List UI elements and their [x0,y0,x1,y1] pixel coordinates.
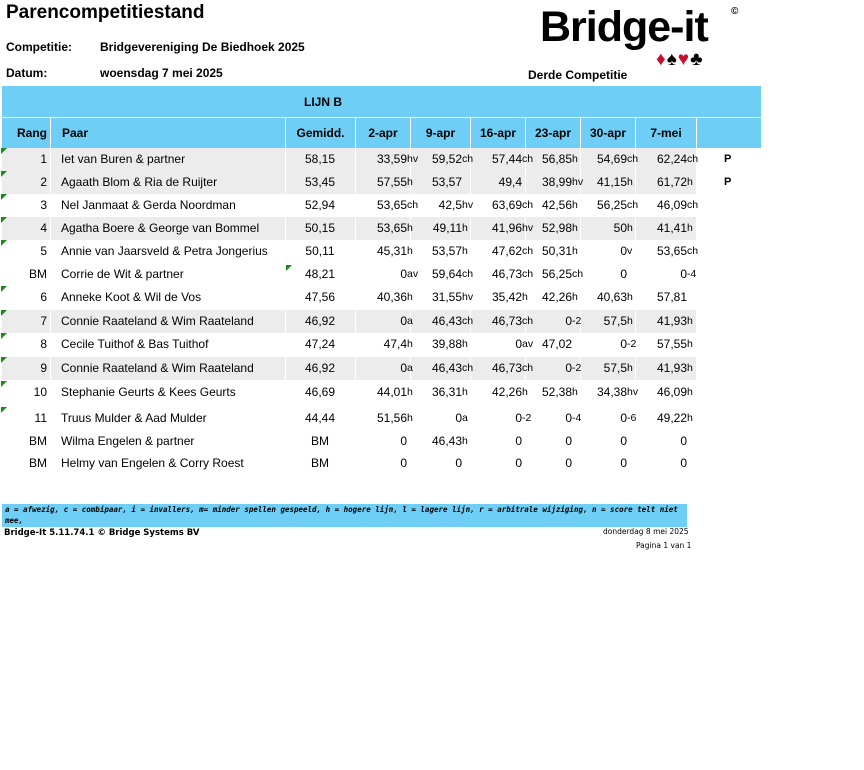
score-cell: 0 [620,267,627,281]
score-suffix: h [687,362,693,374]
rank-cell: 2 [40,175,47,189]
score-cell: 0 [400,314,407,328]
column-header-date: 9-apr [410,118,470,148]
score-cell: 0 [565,361,572,375]
score-suffix: ch [407,199,419,211]
score-cell: 52,38 [541,385,572,399]
pair-name-cell: Agaath Blom & Ria de Ruijter [61,175,218,189]
score-suffix: h [572,386,578,398]
score-cell: 63,69 [491,198,522,212]
score-cell: 31,55 [431,290,462,304]
score-cell: 40,63 [596,290,627,304]
column-header-date: 7-mei [635,118,696,148]
score-cell: 0 [515,411,522,425]
average-cell: 48,21 [304,267,336,281]
score-cell: 0 [565,456,572,470]
score-cell: 56,25 [596,198,627,212]
score-cell: 57,55 [656,337,687,351]
bridge-it-logo [540,4,750,70]
score-cell: 41,15 [596,175,627,189]
score-suffix: h [572,222,578,234]
score-cell: 46,73 [491,361,522,375]
rank-cell: 3 [40,198,47,212]
score-cell: 59,52 [431,152,462,166]
legend-line: a = afwezig, c = combipaar, i = invallers, m= minder spellen gespeeld, h = hogere lijn, l = lagere lijn, r = arbitrale wijziging, n = score telt niet mee, [5,505,678,525]
score-cell: 0 [515,337,522,351]
score-suffix: h [462,386,468,398]
score-cell: 47,4 [383,337,407,351]
score-suffix: ch [462,268,474,280]
average-cell: 50,11 [305,244,335,258]
score-cell: 41,93 [656,314,687,328]
table-row [2,194,699,217]
rank-cell: 7 [40,314,47,328]
score-suffix: h [572,291,578,303]
score-suffix: -4 [687,268,697,280]
table-row [2,148,699,171]
score-suffix: ch [522,199,534,211]
average-cell: 58,15 [304,152,336,166]
score-cell: 46,43 [431,361,462,375]
score-cell: 57,44 [491,152,522,166]
score-suffix: a [407,362,413,374]
score-cell: 35,42 [491,290,522,304]
pair-name-cell: Anneke Koot & Wil de Vos [61,290,202,304]
line-label: LIJN B [304,95,343,109]
score-cell: 53,65 [656,244,687,258]
score-cell: 45,31 [376,244,407,258]
comment-flag-icon [286,265,292,271]
footer-date: donderdag 8 mei 2025 [603,527,689,536]
score-cell: 44,01 [376,385,407,399]
score-cell: 0 [565,411,572,425]
score-suffix: h [407,291,413,303]
score-cell: 0 [515,456,522,470]
card-suits-icon [656,50,704,70]
score-suffix: av [407,268,419,280]
average-cell: 44,44 [304,411,336,425]
rank-cell: 5 [40,244,47,258]
score-suffix: h [687,176,693,188]
pair-name-cell: Cecile Tuithof & Bas Tuithof [61,337,209,351]
score-suffix: -6 [627,412,637,424]
score-cell: 49,4 [498,175,522,189]
score-suffix: ch [522,362,534,374]
score-suffix: h [687,412,693,424]
table-row [2,240,699,263]
rank-cell: BM [29,267,47,281]
score-cell: 0 [455,411,462,425]
score-suffix: ch [627,199,639,211]
date-label: Datum: [6,66,48,80]
footer-version: Bridge-It 5.11.74.1 © Bridge Systems BV [4,528,200,538]
table-row [2,407,696,430]
score-cell: 0 [620,244,627,258]
table-row [2,452,696,475]
score-suffix: -2 [522,412,532,424]
score-suffix: -2 [572,362,582,374]
score-suffix: h [687,338,693,350]
p-marker: P [724,153,732,165]
score-cell: 46,43 [431,314,462,328]
average-cell: 47,56 [304,290,336,304]
legend-line [5,526,684,527]
column-header-date: 2-apr [355,118,410,148]
score-suffix: hv [462,291,474,303]
comment-flag-icon [1,217,7,223]
score-suffix: h [462,222,468,234]
score-cell: 42,26 [541,290,572,304]
score-cell: 0 [565,434,572,448]
column-header-date: 30-apr [580,118,635,148]
score-cell: 0 [400,267,407,281]
spade-icon: ♠ [666,49,678,70]
score-cell: 56,85 [541,152,572,166]
rank-cell: 6 [40,290,47,304]
table-row [2,430,696,453]
score-cell: 0 [620,411,627,425]
score-suffix: h [407,386,413,398]
score-suffix: h [687,222,693,234]
score-suffix: -2 [627,338,637,350]
score-suffix: ch [522,315,534,327]
table-row [2,286,696,309]
score-suffix: h [407,222,413,234]
rank-cell: 9 [40,361,47,375]
average-cell: BM [311,456,329,470]
score-suffix: h [462,435,468,447]
score-suffix: h [627,291,633,303]
column-header-date: 23-apr [525,118,580,148]
score-cell: 41,96 [491,221,522,235]
rank-cell: 10 [33,385,47,399]
comment-flag-icon [1,381,7,387]
score-cell: 0 [400,434,407,448]
average-cell: 46,92 [304,361,336,375]
competition-name: Derde Competitie [528,68,628,82]
score-suffix: h [407,412,413,424]
average-cell: 53,45 [304,175,336,189]
column-header-rang: Rang [2,118,50,148]
score-cell: 50 [613,221,627,235]
average-cell: 46,69 [304,385,336,399]
rank-cell: 11 [34,411,47,425]
score-suffix: h [407,338,413,350]
date-value: woensdag 7 mei 2025 [100,66,223,80]
pair-name-cell: Iet van Buren & partner [61,152,186,166]
score-cell: 42,26 [491,385,522,399]
score-suffix: h [572,153,578,165]
column-separator [50,217,51,240]
rank-cell: 4 [40,221,47,235]
score-cell: 42,56 [541,198,572,212]
comment-flag-icon [1,310,7,316]
score-suffix: ch [572,268,584,280]
rank-cell: BM [29,434,47,448]
score-cell: 0 [680,434,687,448]
score-cell: 0 [455,456,462,470]
logo-text: Bridge-it [540,3,708,51]
score-cell: 0 [400,456,407,470]
score-cell: 42,5 [438,198,462,212]
score-suffix: h [462,338,468,350]
score-suffix: ch [522,245,534,257]
rank-cell: 1 [40,152,47,166]
pair-name-cell: Corrie de Wit & partner [61,267,184,281]
column-header-date: 16-apr [470,118,525,148]
score-cell: 53,65 [376,221,407,235]
average-cell: 50,15 [304,221,336,235]
score-suffix: hv [627,386,639,398]
score-suffix: hv [462,199,474,211]
table-row [2,333,696,356]
score-cell: 53,57 [431,175,462,189]
score-cell: 0 [565,314,572,328]
page-title: Parencompetitiestand [6,2,205,23]
score-suffix: ch [687,245,699,257]
score-cell: 34,38 [596,385,627,399]
score-cell: 0 [620,456,627,470]
score-suffix: -4 [572,412,582,424]
average-cell: BM [311,434,329,448]
diamond-icon: ♦ [656,49,667,70]
comment-flag-icon [1,194,7,200]
pair-name-cell: Truus Mulder & Aad Mulder [61,411,207,425]
score-cell: 53,57 [431,244,462,258]
pair-name-cell: Nel Janmaat & Gerda Noordman [61,198,236,212]
score-cell: 59,64 [431,267,462,281]
score-cell: 57,5 [603,361,627,375]
score-cell: 46,09 [656,198,687,212]
score-cell: 46,73 [491,314,522,328]
p-marker: P [724,176,732,188]
score-suffix: h [572,199,578,211]
line-header [2,86,761,117]
score-cell: 57,81 [656,290,687,304]
table-row [2,217,696,240]
table-row [2,310,696,333]
score-suffix: v [627,245,633,257]
score-cell: 47,62 [491,244,522,258]
column-separator [50,357,51,380]
score-cell: 50,31 [541,244,572,258]
pair-name-cell: Wilma Engelen & partner [61,434,195,448]
score-cell: 38,99 [541,175,572,189]
score-suffix: -2 [572,315,582,327]
score-suffix: h [627,362,633,374]
score-cell: 36,31 [431,385,462,399]
pair-name-cell: Annie van Jaarsveld & Petra Jongerius [61,244,268,258]
score-suffix: a [462,412,468,424]
pair-name-cell: Stephanie Geurts & Kees Geurts [61,385,236,399]
score-cell: 49,11 [432,221,462,235]
score-cell: 33,59 [376,152,407,166]
competition-value: Bridgevereniging De Biedhoek 2025 [100,40,305,54]
column-separator [50,171,51,194]
score-suffix: ch [462,362,474,374]
competition-label: Competitie: [6,40,72,54]
score-cell: 0 [515,434,522,448]
score-suffix: h [522,291,528,303]
score-cell: 46,43 [431,434,462,448]
logo-copyright: © [731,6,739,17]
heart-icon: ♥ [677,49,691,70]
table-row [2,357,696,380]
score-suffix: hv [572,176,584,188]
column-header-gemidd: Gemidd. [285,118,355,148]
score-cell: 57,55 [376,175,407,189]
score-suffix: a [407,315,413,327]
score-cell: 53,65 [376,198,407,212]
score-suffix: ch [522,268,534,280]
score-suffix: av [522,338,534,350]
score-suffix: hv [407,153,419,165]
score-suffix: h [407,245,413,257]
rank-cell: BM [29,456,47,470]
score-cell: 41,41 [656,221,687,235]
score-cell: 46,09 [656,385,687,399]
pair-name-cell: Agatha Boere & George van Bommel [61,221,260,235]
club-icon: ♣ [690,49,704,70]
score-suffix: h [522,386,528,398]
score-suffix: h [687,315,693,327]
score-cell: 0 [620,434,627,448]
score-suffix: h [627,315,633,327]
score-cell: 41,93 [656,361,687,375]
comment-flag-icon [1,407,7,413]
score-suffix: ch [687,153,699,165]
score-cell: 62,24 [656,152,687,166]
table-row [2,263,696,286]
footer-page: Pagina 1 van 1 [636,541,692,550]
score-cell: 0 [680,456,687,470]
average-cell: 47,24 [304,337,336,351]
pair-name-cell: Connie Raateland & Wim Raateland [61,361,254,375]
comment-flag-icon [1,171,7,177]
pair-name-cell: Connie Raateland & Wim Raateland [61,314,254,328]
score-cell: 49,22 [656,411,687,425]
score-cell: 54,69 [596,152,627,166]
comment-flag-icon [1,333,7,339]
score-cell: 56,25 [541,267,572,281]
score-suffix: h [627,176,633,188]
score-cell: 47,02 [541,337,572,351]
score-cell: 39,88 [431,337,462,351]
comment-flag-icon [1,357,7,363]
score-suffix: hv [522,222,534,234]
score-cell: 0 [620,337,627,351]
column-separator [50,148,51,171]
score-cell: 61,72 [656,175,687,189]
comment-flag-icon [1,240,7,246]
score-cell: 52,98 [541,221,572,235]
score-suffix: ch [627,153,639,165]
rank-cell: 8 [40,337,47,351]
column-header-blank [696,118,761,148]
score-suffix: ch [462,153,474,165]
score-suffix: ch [522,153,534,165]
score-suffix: h [407,176,413,188]
table-row [2,381,696,404]
score-cell: 46,73 [491,267,522,281]
score-cell: 0 [680,267,687,281]
score-suffix: h [687,386,693,398]
average-cell: 52,94 [304,198,336,212]
comment-flag-icon [1,286,7,292]
score-suffix: h [572,245,578,257]
score-cell: 57,5 [603,314,627,328]
score-suffix: ch [462,315,474,327]
score-cell: 40,36 [376,290,407,304]
score-suffix: ch [687,199,699,211]
column-separator [50,310,51,333]
score-cell: 51,56 [376,411,407,425]
score-suffix: h [462,245,468,257]
pair-name-cell: Helmy van Engelen & Corry Roest [61,456,244,470]
table-row [2,171,696,194]
score-suffix: h [627,222,633,234]
score-cell: 0 [400,361,407,375]
average-cell: 46,92 [304,314,336,328]
legend [2,504,687,527]
comment-flag-icon [1,148,7,154]
column-header-paar: Paar [50,118,285,148]
